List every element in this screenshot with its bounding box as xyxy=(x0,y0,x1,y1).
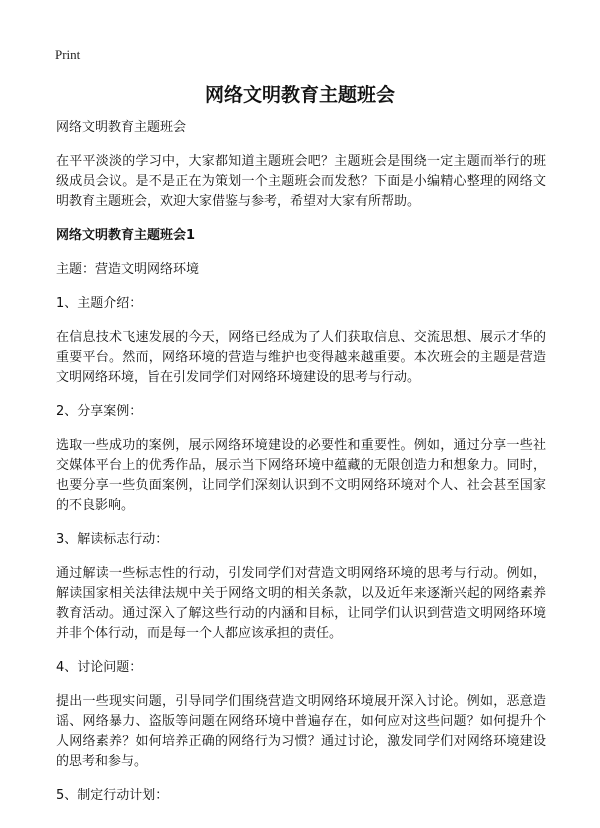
item-heading-1: 1、主题介绍： xyxy=(56,296,143,311)
item-text-1: 在信息技术飞速发展的今天，网络已经成为了人们获取信息、交流思想、展示才华的重要平台。然而，网络环境的营造与维护也变得越来越重要。本次班会的主题是营造文明网络环境，旨在引发同学们对网络环境建设的思考与行动。 xyxy=(56,330,546,385)
document-body xyxy=(56,118,546,820)
item-heading-3: 3、解读标志行动： xyxy=(56,532,169,547)
print-link[interactable]: Print xyxy=(55,47,81,62)
document-subtitle: 网络文明教育主题班会 xyxy=(56,120,187,135)
intro-paragraph: 在平平淡淡的学习中，大家都知道主题班会吧？主题班会是围绕一定主题而举行的班级成员会议。是不是正在为策划一个主题班会而发愁？下面是小编精心整理的网络文明教育主题班会，欢迎大家借鉴与参考，希望对大家有所帮助。 xyxy=(56,154,546,209)
page-title: 网络文明教育主题班会 xyxy=(204,84,395,106)
item-text-2: 选取一些成功的案例，展示网络环境建设的必要性和重要性。例如，通过分享一些社交媒体平台上的优秀作品，展示当下网络环境中蕴藏的无限创造力和想象力。同时，也要分享一些负面案例，让同学们深刻认识到不文明网络环境对个人、社会甚至国家的不良影响。 xyxy=(56,438,546,513)
item-text-3: 通过解读一些标志性的行动，引发同学们对营造文明网络环境的思考与行动。例如，解读国家相关法律法规中关于网络文明的相关条款，以及近年来逐渐兴起的网络素养教育活动。通过深入了解这些行动的内涵和目标，让同学们认识到营造文明网络环境并非个体行动，而是每一个人都应该承担的责任。 xyxy=(56,566,546,641)
item-text-4: 提出一些现实问题，引导同学们围绕营造文明网络环境展开深入讨论。例如，恶意造谣、网络暴力、盗版等问题在网络环境中普遍存在，如何应对这些问题？如何提升个人网络素养？如何培养正确的网络行为习惯？通过讨论，激发同学们对网络环境建设的思考和参与。 xyxy=(56,694,546,769)
theme-line: 主题：营造文明网络环境 xyxy=(56,262,200,277)
section-heading: 网络文明教育主题班会1 xyxy=(56,228,196,243)
item-heading-4: 4、讨论问题： xyxy=(56,660,143,675)
item-heading-5: 5、制定行动计划： xyxy=(56,788,169,803)
item-heading-2: 2、分享案例： xyxy=(56,404,143,419)
